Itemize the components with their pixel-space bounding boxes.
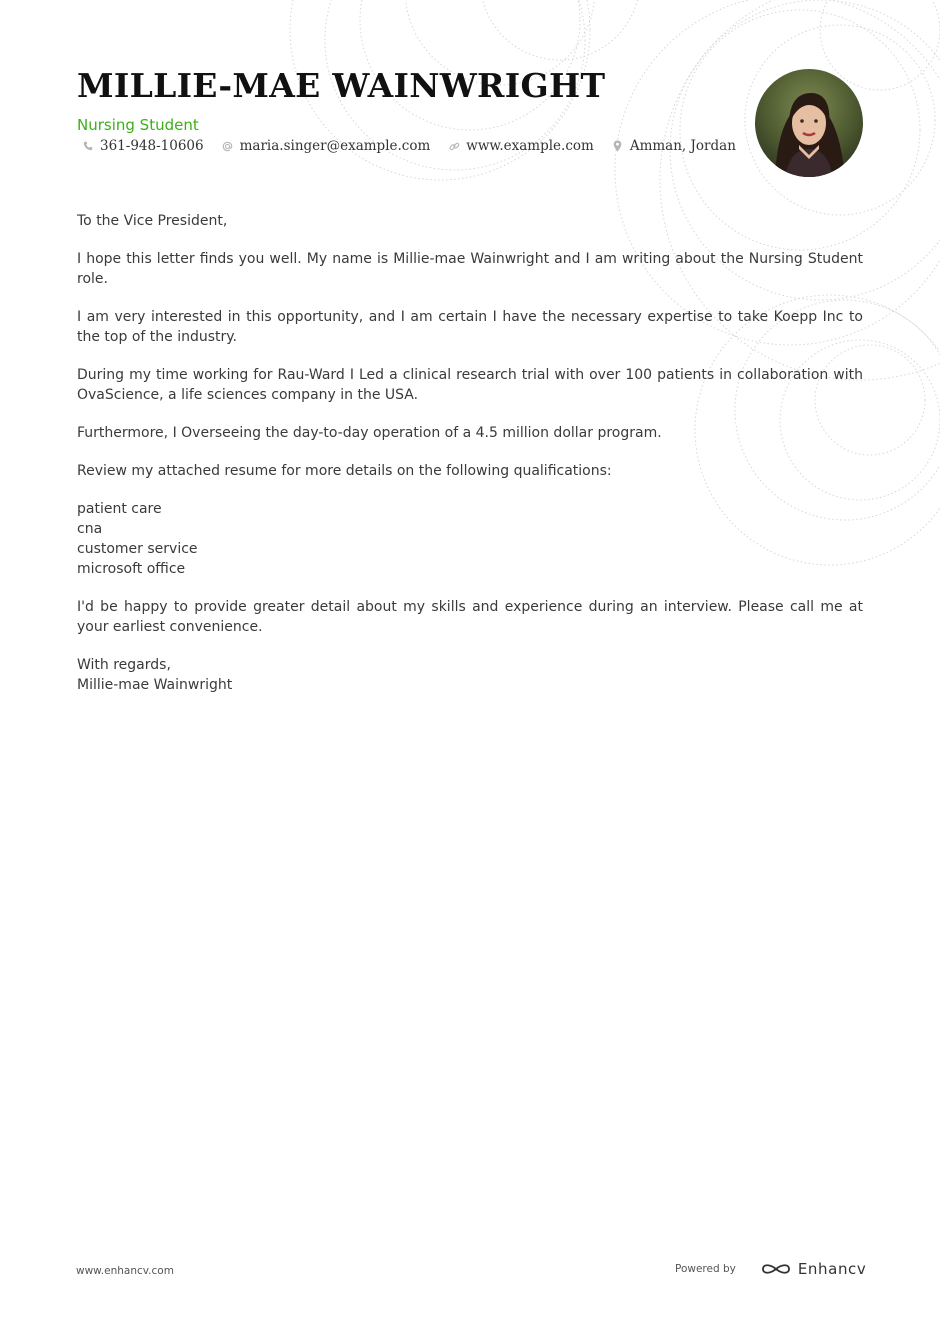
signature-name: Millie-mae Wainwright <box>77 677 233 693</box>
phone-number: 361-948-10606 <box>100 138 204 154</box>
letter-paragraph: Review my attached resume for more details on the following qualifications: <box>77 463 612 479</box>
enhancv-logo[interactable] <box>760 1260 867 1278</box>
sign-off: With regards, <box>77 657 171 673</box>
profile-photo <box>755 69 863 177</box>
location-pin-icon <box>612 139 624 153</box>
qualifications-list <box>77 499 863 579</box>
infinity-logo-icon <box>760 1260 792 1278</box>
contact-phone[interactable] <box>82 138 204 154</box>
applicant-name: MILLIE-MAE WAINWRIGHT <box>77 66 606 105</box>
letter-greeting: To the Vice President, <box>77 213 228 229</box>
contact-website[interactable] <box>448 138 594 154</box>
phone-icon <box>82 139 94 153</box>
qualification-item: cna <box>77 521 103 537</box>
letter-paragraph: During my time working for Rau-Ward I Led a clinical research trial with over 100 patients in collaboration with OvaScience, a life sciences company in the USA. <box>77 367 863 403</box>
brand-name: Enhancv <box>797 1260 867 1278</box>
letter-paragraph: Furthermore, I Overseeing the day-to-day operation of a 4.5 million dollar program. <box>77 425 662 441</box>
contact-location <box>612 138 736 154</box>
job-title: Nursing Student <box>77 116 199 134</box>
email-address: maria.singer@example.com <box>239 138 431 154</box>
location: Amman, Jordan <box>629 138 736 154</box>
link-icon <box>448 139 460 153</box>
qualification-item: customer service <box>77 541 198 557</box>
powered-by-label: Powered by <box>675 1263 736 1275</box>
letter-paragraph: I hope this letter finds you well. My name is Millie-mae Wainwright and I am writing about the Nursing Student role. <box>77 251 863 287</box>
letter-body <box>77 211 863 695</box>
footer-site-link[interactable]: www.enhancv.com <box>76 1265 174 1277</box>
letter-closing-paragraph: I'd be happy to provide greater detail about my skills and experience during an interview. Please call me at your earliest convenience. <box>77 599 863 635</box>
website-url: www.example.com <box>466 138 594 154</box>
contact-bar <box>82 138 754 154</box>
at-icon <box>222 139 234 153</box>
contact-email[interactable] <box>222 138 431 154</box>
qualification-item: patient care <box>77 501 162 517</box>
letter-sign-off-block <box>77 655 863 695</box>
footer-branding <box>675 1260 866 1278</box>
letter-paragraph: I am very interested in this opportunity, and I am certain I have the necessary expertise to take Koepp Inc to the top of the industry. <box>77 309 863 345</box>
qualification-item: microsoft office <box>77 561 186 577</box>
